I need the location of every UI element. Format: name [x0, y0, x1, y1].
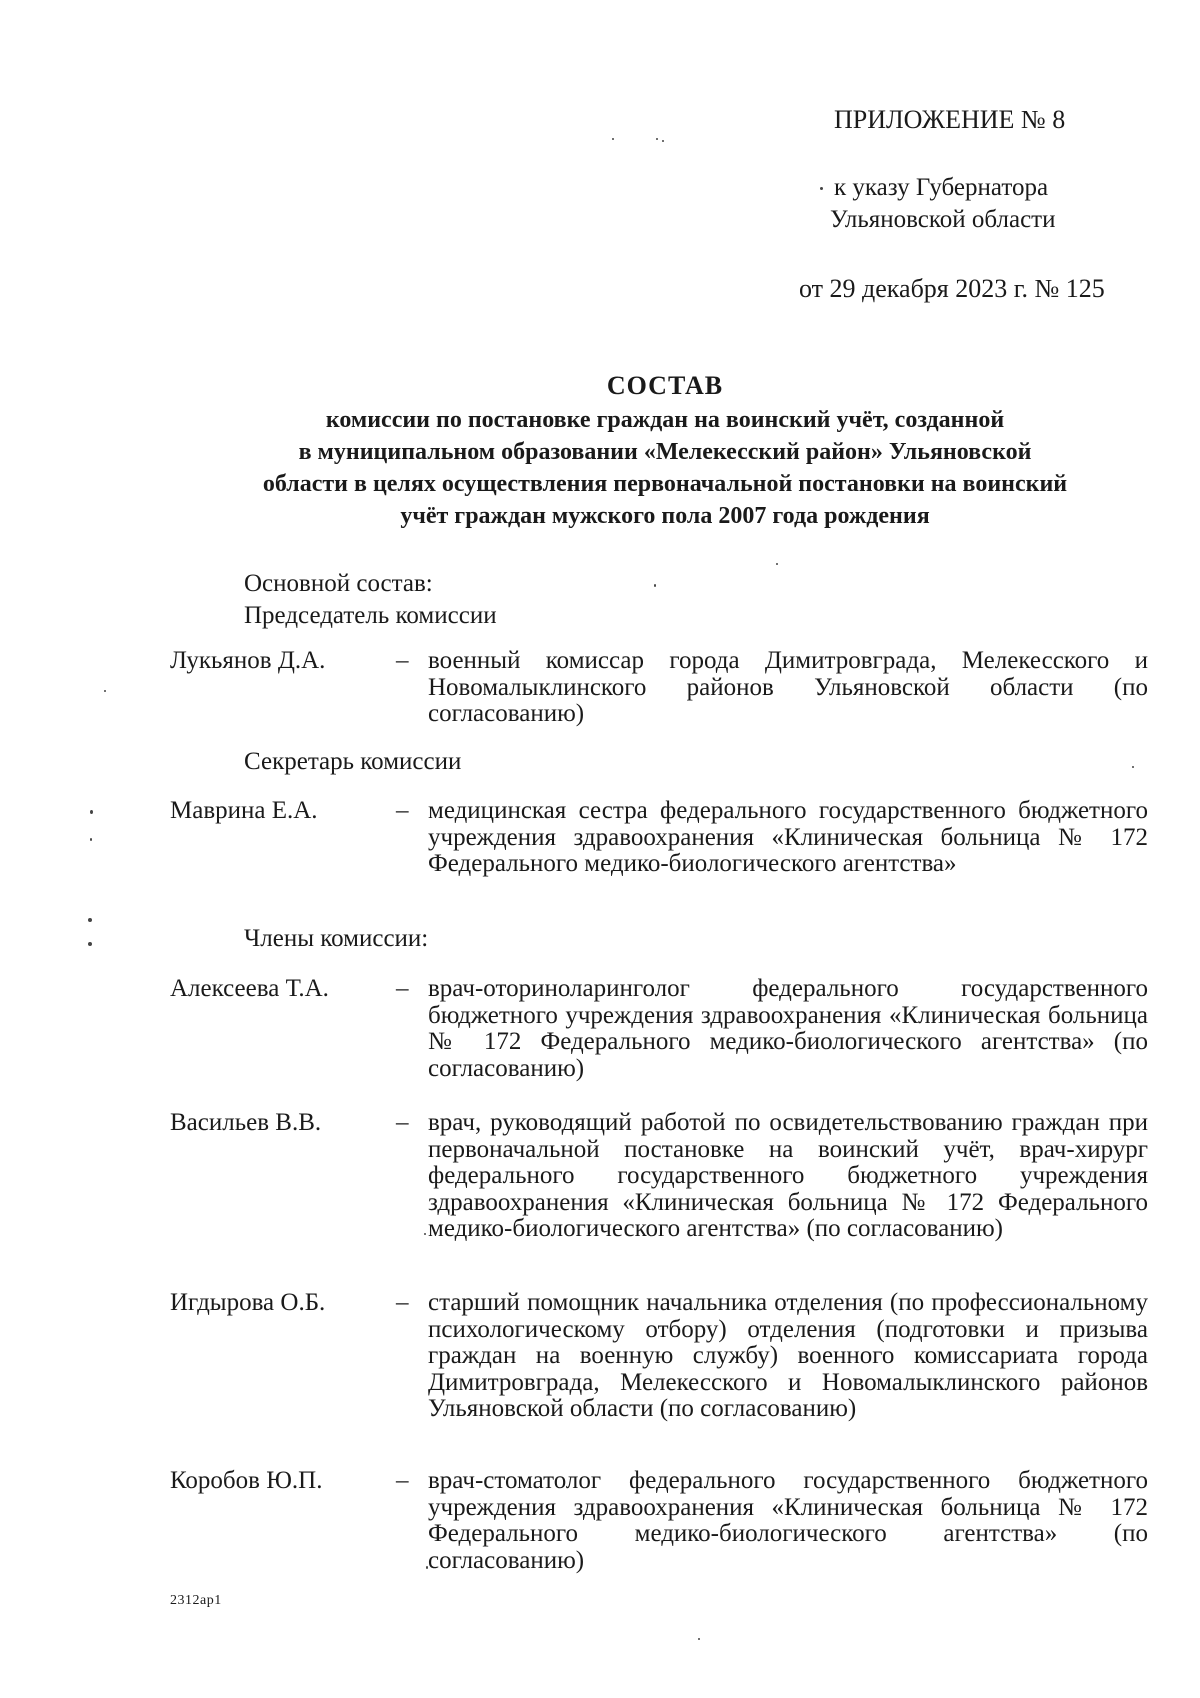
member-description: врач-стоматолог федерального государственного бюджетного учреждения здравоохранения «Клиническая больница № 172 Федерального медико-биологического агентства» (по согласованию)	[428, 1467, 1148, 1574]
section-secretary: Секретарь комиссии	[244, 748, 462, 775]
member-entry	[170, 1468, 1148, 1574]
scan-speck	[88, 942, 92, 946]
member-description: медицинская сестра федерального государственного бюджетного учреждения здравоохранения «Клиническая больница № 172 Федерального медико-биологического агентства»	[428, 797, 1148, 877]
appendix-title: ПРИЛОЖЕНИЕ № 8	[834, 105, 1066, 134]
scan-speck	[88, 918, 92, 922]
member-dash: –	[396, 1289, 409, 1316]
decree-reference-line-2: Ульяновской области	[830, 206, 1056, 233]
member-entry	[170, 798, 1148, 878]
scan-speck	[662, 140, 664, 142]
member-name: Лукьянов Д.А.	[170, 647, 326, 674]
scan-speck	[424, 1233, 426, 1235]
scan-speck	[820, 187, 823, 190]
scan-speck	[612, 138, 614, 140]
member-name: Алексеева Т.А.	[170, 975, 329, 1002]
member-entry	[170, 648, 1148, 728]
member-name: Игдырова О.Б.	[170, 1289, 326, 1316]
member-name: Васильев В.В.	[170, 1109, 322, 1136]
member-description: военный комиссар города Димитровграда, Мелекесского и Новомалыклинского районов Ульяновской области (по согласованию)	[428, 647, 1148, 727]
document-subtitle-line: в муниципальном образовании «Мелекесский район» Ульяновской	[298, 439, 1032, 465]
member-entry	[170, 1290, 1148, 1423]
member-dash: –	[396, 1467, 409, 1494]
scan-speck	[90, 810, 93, 814]
member-description: врач, руководящий работой по освидетельствованию граждан при первоначальной постановке на воинский учёт, врач-хирург федерального государственного бюджетного учреждения здравоохранения «Клиническая больница № 172 Федерального медико-биологического агентства» (по согласованию)	[428, 1109, 1148, 1242]
member-dash: –	[396, 797, 409, 824]
document-subtitle-line: комиссии по постановке граждан на воинский учёт, созданной	[325, 407, 1005, 433]
section-chairman: Председатель комиссии	[244, 602, 497, 629]
scan-speck	[654, 584, 656, 587]
scan-speck	[426, 1566, 428, 1569]
document-subtitle-line: области в целях осуществления первоначальной постановки на воинский	[262, 471, 1068, 497]
document-subtitle-line: учёт граждан мужского пола 2007 года рождения	[400, 503, 930, 529]
decree-date: от 29 декабря 2023 г. № 125	[799, 274, 1105, 303]
member-entry	[170, 1110, 1148, 1243]
decree-reference-line-1: к указу Губернатора	[834, 174, 1049, 201]
member-description: врач-оториноларинголог федерального государственного бюджетного учреждения здравоохранения «Клиническая больница № 172 Федерального медико-биологического агентства» (по согласованию)	[428, 975, 1148, 1082]
scan-speck	[104, 690, 106, 692]
document-title-block	[120, 368, 1200, 532]
member-dash: –	[396, 647, 409, 674]
member-description: старший помощник начальника отделения (по профессиональному психологическому отбору) отделения (подготовки и призыва граждан на военную службу) военного комиссариата города Димитровграда, Мелекесского и Новомалыклинского районов Ульяновской области (по согласованию)	[428, 1289, 1148, 1422]
member-dash: –	[396, 1109, 409, 1136]
scan-speck	[776, 563, 778, 565]
scan-speck	[698, 1638, 700, 1640]
section-members: Члены комиссии:	[244, 925, 429, 952]
member-entry	[170, 976, 1148, 1082]
footer-document-code: 2312ap1	[170, 1593, 222, 1608]
section-main-composition: Основной состав:	[244, 570, 433, 597]
scan-speck	[1132, 766, 1134, 768]
scan-speck	[656, 138, 658, 140]
member-name: Маврина Е.А.	[170, 797, 318, 824]
document-title: СОСТАВ	[606, 371, 724, 400]
member-dash: –	[396, 975, 409, 1002]
scan-speck	[90, 838, 92, 841]
member-name: Коробов Ю.П.	[170, 1467, 323, 1494]
